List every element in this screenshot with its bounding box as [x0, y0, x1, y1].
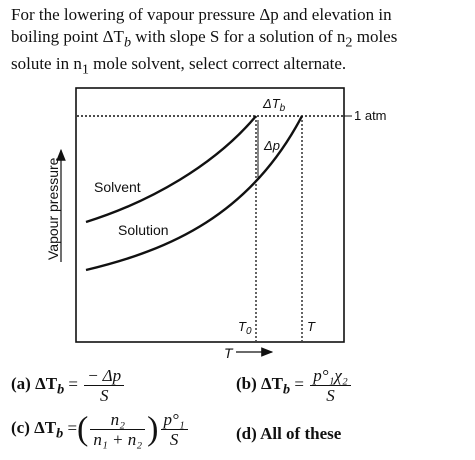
x-axis-label: T	[224, 345, 233, 361]
t0-label: $T_0$	[238, 319, 252, 337]
plot-frame	[76, 88, 344, 342]
option-c-denominator: n₁ + n₂	[93, 430, 143, 449]
y-axis-label: Vapour pressure	[45, 157, 61, 260]
one-atm-label: 1 atm	[354, 108, 387, 123]
option-d-label: (d) All of these	[236, 424, 342, 443]
option-b-fraction	[310, 366, 351, 405]
solution-label: Solution	[118, 222, 169, 238]
t-label: T	[307, 319, 315, 334]
question-line-3-a: solute in n	[11, 54, 82, 74]
equals-sign: =	[67, 418, 78, 438]
question-line-2-b: with slope S for a solution of n	[131, 27, 346, 46]
right-paren: )	[147, 410, 159, 448]
option-a-label: (a) $\Delta T_b$	[11, 374, 65, 398]
option-c-denominator-2: S	[169, 430, 179, 449]
option-c-fraction	[90, 410, 145, 449]
question-line-2-c: moles	[352, 27, 398, 46]
question-line-2-sub: b	[123, 34, 132, 51]
equals-sign: =	[68, 374, 83, 394]
option-b[interactable]	[236, 366, 353, 405]
option-a[interactable]	[11, 366, 126, 405]
option-c-label: (c) $\Delta T_b$	[11, 418, 64, 442]
option-b-denominator: S	[326, 386, 335, 405]
option-b-numerator: p°₁χ₂	[310, 366, 351, 386]
question-line-3-sub: 1	[81, 61, 89, 78]
option-a-numerator: − Δp	[84, 366, 124, 386]
option-a-fraction	[84, 366, 124, 405]
option-c-numerator-2: p°₁	[161, 410, 188, 430]
question-line-2-sub2: 2	[345, 34, 353, 51]
option-c[interactable]	[11, 410, 190, 449]
question-line-2-a: boiling point ΔT	[11, 27, 124, 46]
option-c-fraction-2	[161, 410, 188, 449]
option-a-denominator: S	[99, 386, 109, 405]
option-d[interactable]	[236, 424, 341, 444]
option-c-numerator: n₂	[90, 410, 145, 430]
left-paren: (	[77, 410, 89, 448]
delta-tb-label: $\Delta T_b$	[263, 96, 286, 114]
solvent-label: Solvent	[94, 179, 141, 195]
option-b-label: (b) $\Delta T_b$	[236, 374, 291, 398]
equals-sign: =	[294, 374, 309, 394]
question-line-3-b: mole solvent, select correct alternate.	[88, 54, 347, 74]
question-line-1: For the lowering of vapour pressure Δp and elevation in	[11, 5, 392, 24]
delta-p-label: Δp	[264, 138, 280, 153]
